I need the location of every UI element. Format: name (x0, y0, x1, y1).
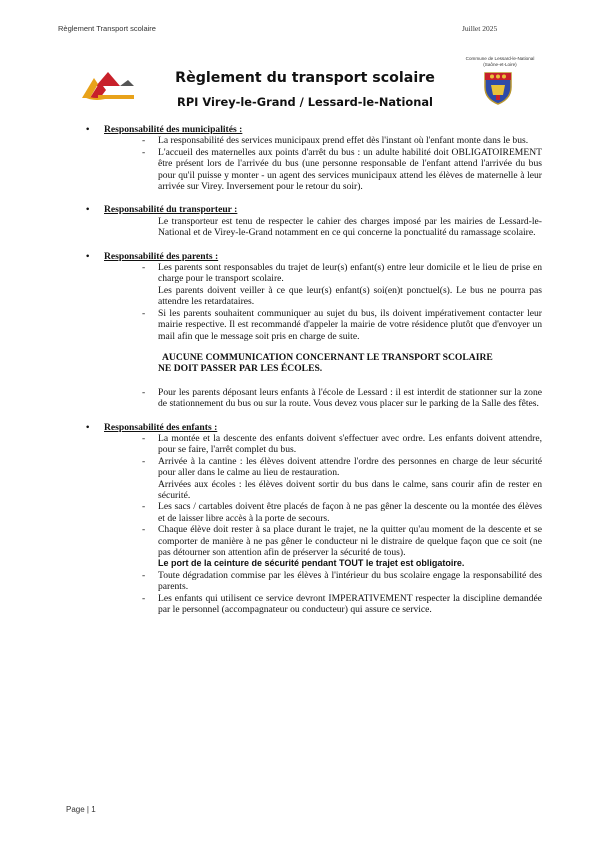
lessard-coat-of-arms (483, 69, 513, 105)
document-body (86, 124, 542, 615)
list-item: - Les enfants qui utilisent ce service devront IMPERATIVEMENT respecter la discipline demandée par le personnel (accompagnateur ou conducteur) qui assure ce service. (142, 592, 542, 616)
list-item: - L'accueil des maternelles aux points d'arrêt du bus : un adulte habilité doit OBLIGATOIREMENT être présent lors de l'arrivée du bus (une personne responsable de l'enfant attend l'arrivée du bus pour qu'il puisse y monter - un agent des services municipaux attend les élèves de maternelle à leur arrivée sur Virey. Inversement pour le retour du soir). (142, 146, 542, 193)
list-item: - Toute dégradation commise par les élèves à l'intérieur du bus scolaire engage la responsabilité des parents. (142, 569, 542, 593)
document-subtitle: RPI Virey-le-Grand / Lessard-le-National (177, 95, 433, 109)
section-enfants (86, 422, 542, 616)
paragraph: Arrivées aux écoles : les élèves doivent sortir du bus dans le calme, sans courir afin de rester en sécurité. (158, 478, 542, 501)
document-title: Règlement du transport scolaire (175, 70, 435, 86)
header-right: Juillet 2025 (462, 24, 498, 33)
bullet-icon: • (86, 421, 90, 433)
seatbelt-notice: Le port de la ceinture de sécurité pendant TOUT le trajet est obligatoire. (158, 558, 465, 569)
dash-icon: - (142, 455, 146, 467)
dash-icon: - (142, 386, 146, 398)
dash-icon: - (142, 592, 146, 604)
list-item: - La montée et la descente des enfants doivent s'effectuer avec ordre. Les enfants doivent attendre, pour se faire, l'arrêt complet du bus. (142, 432, 542, 456)
section-heading: • Responsabilité des municipalités : (86, 124, 243, 135)
section-heading: • Responsabilité du transporteur : (86, 204, 238, 216)
dash-icon: - (142, 146, 146, 158)
virey-logo (76, 68, 140, 104)
notice-line: NE DOIT PASSER PAR LES ÉCOLES. (158, 363, 323, 375)
section-municipalites (86, 124, 542, 192)
dash-icon: - (142, 501, 146, 513)
list-item: - Les sacs / cartables doivent être placés de façon à ne pas gêner la descente ou la montée des élèves et de laisser libre accès à la porte de secours. (142, 501, 542, 524)
dash-icon: - (142, 307, 146, 319)
header-left: Règlement Transport scolaire (58, 24, 156, 33)
section-transporteur (86, 204, 542, 238)
list-item: - Si les parents souhaitent communiquer au sujet du bus, ils doivent impérativement contacter leur mairie respective. Il est recommandé d'appeler la mairie de votre résidence plutôt que d'envoyer un mail afin que le message soit pris en charge de suite. (142, 307, 542, 342)
list-item: - Les parents sont responsables du trajet de leur(s) enfant(s) entre leur domicile et le lieu de prise en charge pour le transport scolaire. (142, 262, 542, 285)
paragraph: Les parents doivent veiller à ce que leur(s) enfant(s) soi(en)t ponctuel(s). Le bus ne pourra pas attendre les retardataires. (158, 284, 542, 308)
bullet-icon: • (86, 124, 90, 135)
list-item: - Arrivée à la cantine : les élèves doivent attendre l'ordre des personnes en charge de leur sécurité pour aller dans le calme au lieu de restauration. (142, 455, 542, 479)
list-item: - Chaque élève doit rester à sa place durant le trajet, ne la quitter qu'au moment de la descente et se comporter de manière à ne pas gêner le conducteur ni le distraire de quelque façon que ce soit (ne pas détourner son attention afin de préserver la sécurité de tous). (142, 524, 542, 558)
section-heading: • Responsabilité des enfants : (86, 421, 218, 433)
section-parents (86, 251, 542, 410)
list-item: - La responsabilité des services municipaux prend effet dès l'instant où l'enfant monte dans le bus. (142, 135, 529, 147)
list-item: - Pour les parents déposant leurs enfants à l'école de Lessard : il est interdit de stationner sur la zone de stationnement du bus ou sur la route. Vous devez vous placer sur le parking de la Salle des fêtes. (142, 386, 542, 410)
dash-icon: - (142, 432, 146, 444)
dash-icon: - (142, 135, 146, 147)
dash-icon: - (142, 569, 146, 581)
notice-line: AUCUNE COMMUNICATION CONCERNANT LE TRANSPORT SCOLAIRE (162, 351, 493, 363)
dash-icon: - (142, 262, 146, 274)
bullet-icon: • (86, 204, 90, 216)
dash-icon: - (142, 524, 146, 536)
page-number: Page | 1 (66, 805, 96, 814)
logo-right-caption: Commune de Lessard-le-National (Saône-et-Loire) (465, 56, 535, 67)
paragraph: Le transporteur est tenu de respecter le cahier des charges imposé par les mairies de Lessard-le-National et de Virey-le-Grand notamment en ce qui concerne la ponctualité du ramassage scolaire. (158, 215, 542, 239)
section-heading: • Responsabilité des parents : (86, 250, 219, 262)
bullet-icon: • (86, 250, 90, 262)
